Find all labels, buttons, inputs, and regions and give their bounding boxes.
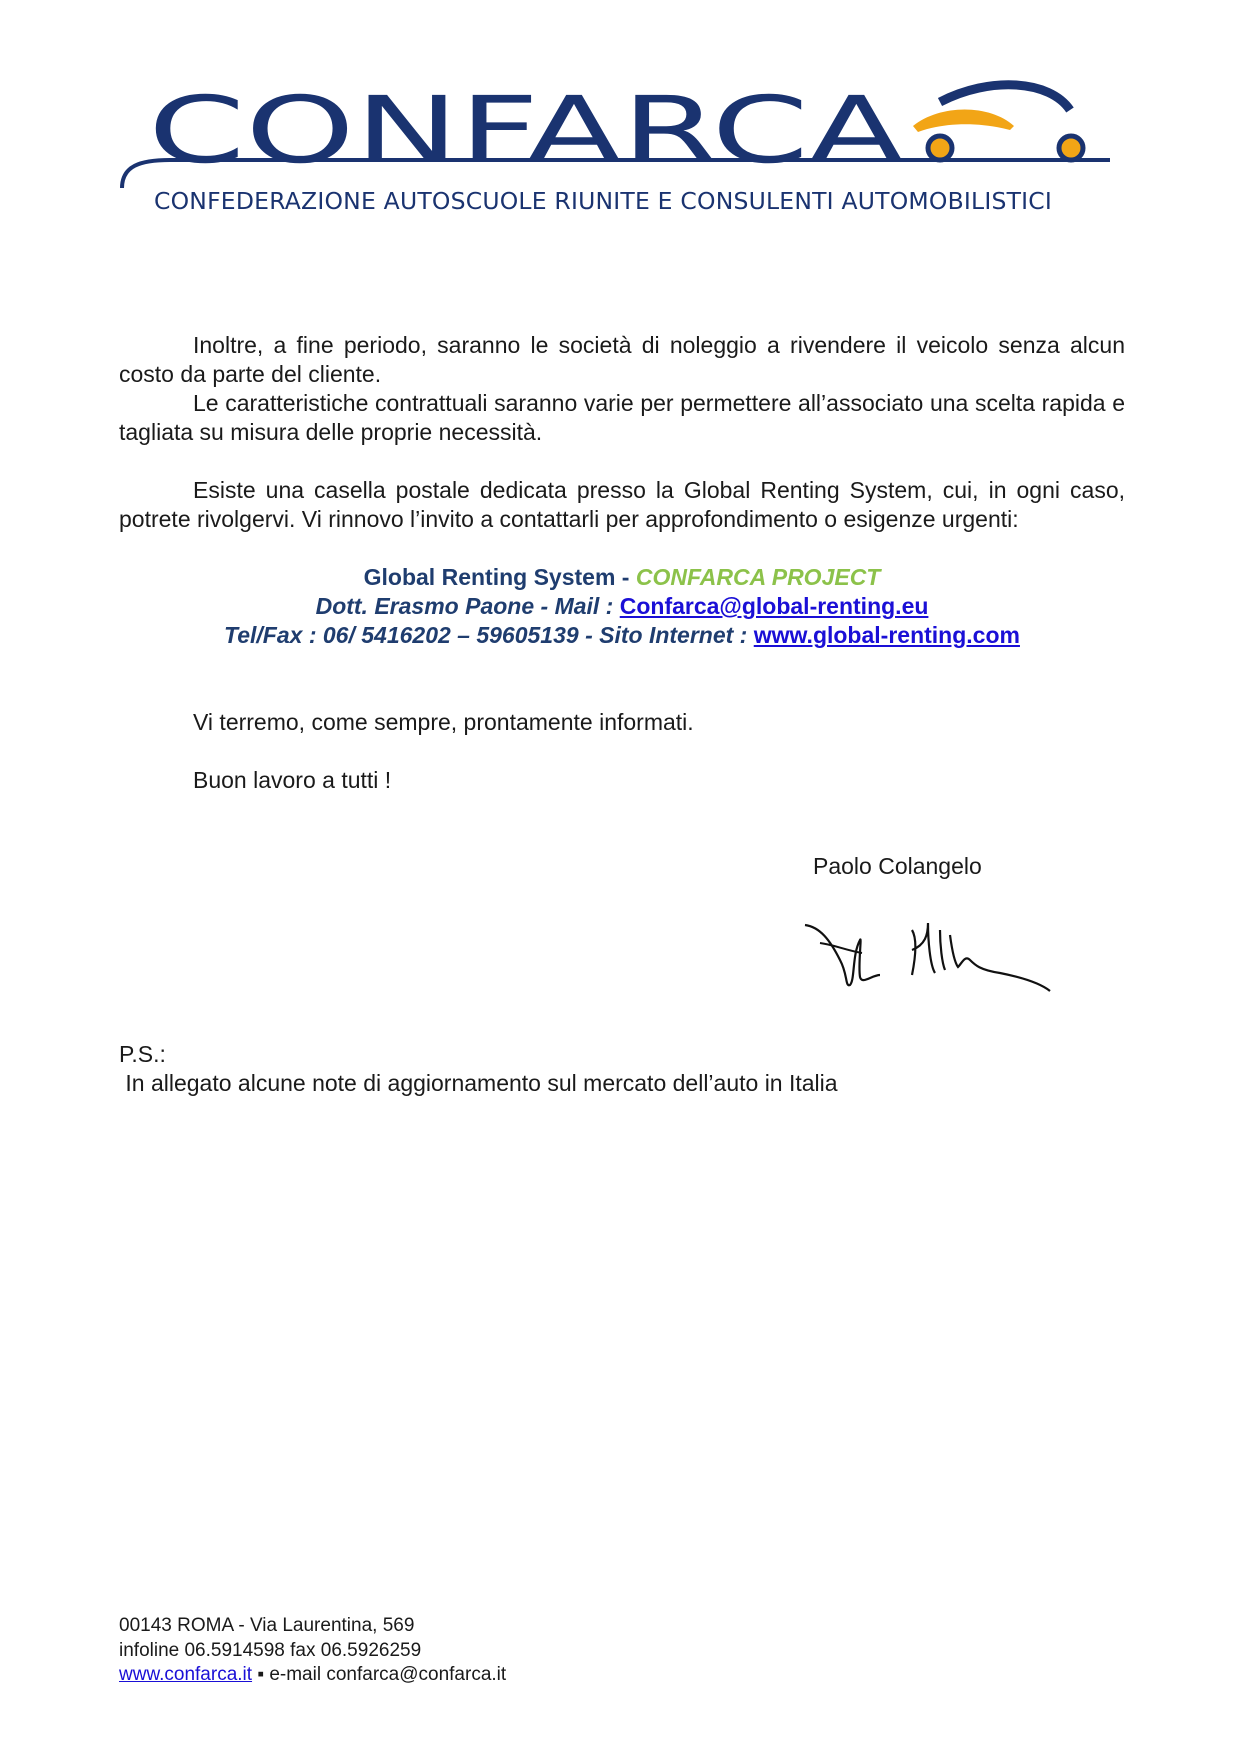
footer-contact-line (119, 1663, 506, 1688)
project-name: CONFARCA PROJECT (635, 564, 881, 590)
closing-greeting: Buon lavoro a tutti ! (193, 767, 392, 793)
footer (119, 1614, 506, 1688)
footer-address: 00143 ROMA - Via Laurentina, 569 (119, 1615, 415, 1636)
contact-phone-line: Tel/Fax : 06/ 5416202 – 59605139 - Sito Internet : www.global-renting.com (224, 622, 1020, 648)
paragraph-1: Inoltre, a fine periodo, saranno le società di noleggio a rivendere il veicolo senza alcun costo da parte del cliente. (119, 332, 1125, 387)
contact-person-line: Dott. Erasmo Paone - Mail : Confarca@global-renting.eu (315, 593, 929, 619)
contact-email-link[interactable]: Confarca@global-renting.eu (619, 593, 929, 619)
handwritten-signature (800, 915, 1060, 1005)
ps-label: P.S.: (119, 1041, 166, 1067)
ps-text: In allegato alcune note di aggiornamento sul mercato dell’auto in Italia (119, 1070, 838, 1096)
footer-phones: infoline 06.5914598 fax 06.5926259 (119, 1639, 422, 1661)
tagline: CONFEDERAZIONE AUTOSCUOLE RIUNITE E CONSULENTI AUTOMOBILISTICI (154, 187, 1052, 215)
footer-email: ▪ e-mail confarca@confarca.it (252, 1664, 507, 1685)
closing-informed: Vi terremo, come sempre, prontamente informati. (193, 709, 694, 735)
contact-block (119, 563, 1125, 650)
footer-website-link[interactable]: www.confarca.it (119, 1664, 253, 1685)
contact-company-line: Global Renting System - CONFARCA PROJECT (363, 564, 881, 590)
signatory-name: Paolo Colangelo (813, 853, 982, 879)
logo-wordmark: CONFARCA (148, 77, 905, 184)
company-name: Global Renting System (363, 564, 616, 590)
paragraph-3: Esiste una casella postale dedicata presso la Global Renting System, cui, in ogni caso, potrete rivolgervi. Vi rinnovo l’invito a contattarli per approfondimento o esigenze urgenti: (119, 477, 1125, 532)
paragraph-2: Le caratteristiche contrattuali saranno varie per permettere all’associato una scelta rapida e tagliata su misura delle proprie necessità. (119, 390, 1125, 445)
contact-website-link[interactable]: www.global-renting.com (753, 622, 1020, 648)
